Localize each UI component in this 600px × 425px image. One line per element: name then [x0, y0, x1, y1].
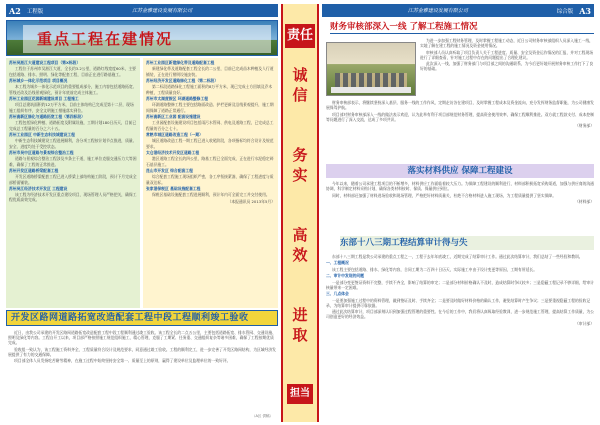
project-list-column-1: 苏州吴淞江大道建设工程项目（第X标段） 工程位于苏州市吴淞江大道，全长约3.2公里，道路红线宽度60米，主要包括道路、排水、照明、绿化等配套工程，目前正在进行路基施工。 苏州城乡一体化示范项目 项目概况 本工程为城乡一体化示范项目的重要组成部分，施工内容包括道路拓宽、管线迁改及沿线景观绿化，预计年底前完成主体施工。 苏州工业园区花园新城建设项目 工程施工 项目总建筑面积约12万平方米，目前主体结构已完成至第十二层，现场施工组织有序，安全文明施工措施落实到位。 苏州高新区绿化与道路拓宽工程（第四标段） 工程包括绿化种植、道路拓宽及附属设施，工期计划180日历天，目前已完成总工程量的百分之六十五。 苏州工业园区 中新生态科技城建设工程 中新生态科技城建设工程进展顺利，各分项工程按计划节点推进，质量、安全、进度均处于受控状态。 苏州市吴中区道路与景观综合整治工程 道路与景观综合整治工程涉及多条主干道，施工单位克服交通压力大等困难，确保了工程的正常推进。 苏州开发区道路桥梁配套工程 开发区道路桥梁配套工程已进入桥梁上部结构施工阶段，预计下月完成全部桥面铺装。 苏州吴江经济技术开发区 工程建设 该工程为经济技术开发区重点建设项目，现场管理人员严格把关，确保工程优质高效完成。 — [6, 58, 140, 308]
company-name-left: 江苏金雅建设发展有限公司 — [132, 8, 193, 14]
slogan-char: 信 — [292, 86, 308, 104]
slogan-char: 务 — [292, 146, 308, 164]
article3-subhead: 一、工程概况 — [326, 260, 349, 266]
slogan-char: 进 — [292, 306, 308, 324]
header-right — [322, 4, 594, 17]
project-heading: 苏州吴淞江大道建设工程项目（第X标段） — [9, 60, 81, 65]
article1-text-bottom: 财务审核部表示，将继续坚持深入基层、服务一线的工作作风，定期走访各在建项目，及时掌握工程成本及资金流向，充分发挥财务监督职能，为公司健康发展保驾护航。 项目部对财务审核部深入一线的做法表示欢迎，认为此举有利于项目部规范财务管理，提高资金使用效率，确保工程顺利推进。双方就工程款支付、成本控制等问题进行了深入交流，达成了多项共识。 （财务部） — [326, 100, 594, 129]
project-heading: 苏州市太湖度假区 环湖道路整修工程 — [146, 95, 209, 101]
article3-title: 东部十八三期工程结算审计得与失 — [340, 236, 594, 250]
project-heading: 太仓港经济技术开发区道路工程 — [146, 149, 200, 155]
article1-text-right: 为进一步加强工程财务管理，及时掌握工程施工动态，近日公司财务审核部组织人员深入施工一线，实地了解在建工程的施工情况及资金使用情况。 审核部人员认真听取了项目负责人关于工程进度、质量、安全及资金运作情况的汇报，并对工程现场进行了详细查看，针对施工过程中存在的问题提出了合理化建议。 此次深入一线，加强了财务部门与项目部之间的沟通联系，为今后更好地开展财务审核工作打下了良好的基础。 — [420, 38, 594, 72]
article3-subhead: 三、几点体会 — [326, 291, 349, 297]
project-heading: 苏州经济开发区道路绿化工程（第二标段） — [146, 77, 219, 83]
article2-author: （材料部） — [575, 198, 594, 204]
article1-author: （财务部） — [575, 123, 594, 129]
project-heading: 苏州开发区道路桥梁配套工程 — [9, 167, 59, 173]
company-name-right: 江苏金雅建设发展有限公司 — [407, 8, 468, 14]
slogan-char: 实 — [292, 166, 308, 184]
edition-label-left: 工程版 — [26, 8, 44, 15]
project-heading: 苏州市吴中区道路与景观综合整治工程 — [9, 149, 74, 155]
slogan-char: 诚 — [292, 66, 308, 84]
project-heading: 苏州城乡一体化示范项目 项目概况 — [9, 77, 68, 83]
bottom-article: 近日，由我公司承建的开发区路网道路拓宽改造配套工程中段工程顺利通过竣工验收。该工程全长约二点五公里，主要包括道路拓宽、排水管网、交通设施、照明及绿化等内容。工程自开工以来，项目部严格按照施工规范组织施工，精心管理，克服了工期紧、任务重、交通组织复杂等诸多困难，确保了工程按期优质完成。 验收组一致认为，该工程施工资料齐全，工程质量符合设计及规范要求，同意通过竣工验收。工程的顺利完工，进一步完善了开发区路网结构，为区域经济发展提供了有力的交通保障。 项目部全体人员发扬吃苦耐劳精神，在施工过程中始终坚持安全第一、质量至上的原则，赢得了建设单位及监理单位的一致好评。 — [8, 330, 276, 364]
article2-text: 今年以来，随着公司承建工程项目的不断增多，材料供应工作面临着较大压力。为保障工程建设的顺利进行，材料部积极拓宽采购渠道，加强与供应商的沟通协调，科学制定材料采购计划，确保各类材料按时、保质、保量供应到位。 同时，材料部还加强了材料进场验收和现场管理，严格把好材料质量关，杜绝不合格材料进入施工现场，为工程质量提供了坚实保障。 （材料部） — [326, 181, 594, 204]
slogan-char: 高 — [292, 226, 308, 244]
headline-photo — [6, 20, 278, 56]
article3-author: （审计部） — [575, 320, 594, 326]
footer-note: （本报通讯员 2013年5月） — [227, 198, 275, 204]
article3-text: 东部十八三期工程是我公司承建的重点工程之一，工程于去年年底竣工，近期完成了结算审计工作。通过此次结算审计，我们总结了一些经验和教训。 一、工程概况 该工程主要包括道路、排水、绿化等内容，合同工期为二百四十日历天，实际施工中由于设计变更等原因，工期有所延长。 二、审计中发现的问题 一是部分变更签证资料不完整，手续不齐全，影响了结算的审定；二是部分材料价格确认不及时，造成结算时争议较多；三是隐蔽工程记录不够详细，给审计核量带来一定困难。 三、几点体会 一是要加强施工过程中的资料管理，做到签证及时、手续齐全；二是要及时做好材料价格的确认工作，避免结算时产生争议；三是要重视隐蔽工程的验收记录，为结算审计提供可靠依据。 通过此次结算审计，项目部深刻认识到加强过程管理的重要性。在今后的工作中，我们将认真吸取经验教训，进一步规范施工管理，提高结算工作质量，为公司创造更好的经济效益。 （审计部） — [326, 254, 594, 326]
article1-photo — [326, 42, 416, 96]
article3-subhead: 二、审计中发现的问题 — [326, 273, 364, 279]
center-slogan-column — [281, 4, 319, 422]
project-heading: 苏州工业园区 中新生态科技城建设工程 — [9, 131, 75, 137]
project-list-column-2: 苏州工业园区新建绿化带及道路配套工程 新建绿化带及道路配套工程全长约二公里，目前已完成苗木种植及人行道铺装，正在进行照明设施安装。 苏州经济开发区道路绿化工程（第二标段） 第二标段道路绿化工程施工面积约8万平方米，现已完成土方回填及乔木种植，工程质量良好。 苏州市太湖度假区 环湖道路整修工程 环湖道路整修工程主要包括路面改造、护栏更新及沿线景观提升，施工期间保障了道路正常通行。 苏州高新区工业园 配套设施建设 工业园配套设施建设项目包括雨污水管网、供电及道路工程，已完成总工程量的百分之七十。 常熟市城区道路改造工程（一期） 城区道路改造工程一期工程已进入收尾阶段，各项指标均符合设计及规范要求。 太仓港经济技术开发区道路工程 港区道路工程全长约四公里，路基工程已全面完成，正在进行水泥稳定碎石基层施工。 昆山市开发区 综合配套工程 综合配套工程施工现场组织严密，各工序衔接紧凑，确保了工程进度与质量双达标。 张家港保税区 基础设施配套工程 保税区基础设施配套工程进展顺利，预计年内可全面完工并交付使用。 （本报通讯员 2013年5月） — [143, 58, 278, 308]
article1-title: 财务审核部深入一线 了解工程施工情况 — [330, 20, 594, 34]
article2-title: 落实材料供应 保障工程建设 — [326, 164, 594, 178]
project-heading: 苏州高新区绿化与道路拓宽工程（第四标段） — [9, 113, 85, 119]
page-badge-left: A2 — [9, 5, 21, 16]
header-left — [6, 4, 278, 17]
edition-label-right: 综合版 — [556, 8, 574, 15]
photo-people — [335, 73, 407, 87]
project-heading: 苏州工业园区花园新城建设项目 工程施工 — [9, 95, 79, 101]
project-heading: 苏州工业园区新建绿化带及道路配套工程 — [146, 60, 215, 65]
project-heading: 常熟市城区道路改造工程（一期） — [146, 131, 203, 137]
headline-title: 重点工程在建情况 — [23, 25, 271, 53]
bottom-tag: （A区 供稿） — [252, 414, 274, 418]
slogan-bottom-banner: 担当 — [287, 384, 313, 404]
slogan-char: 效 — [292, 246, 308, 264]
project-heading: 张家港保税区 基础设施配套工程 — [146, 185, 201, 191]
project-heading: 苏州高新区工业园 配套设施建设 — [146, 113, 201, 119]
photo-table — [331, 87, 411, 93]
slogan-char: 取 — [292, 326, 308, 344]
section-banner: 开发区路网道路拓宽改造配套工程中段工程顺利竣工验收 — [6, 310, 278, 326]
project-heading: 苏州吴江经济技术开发区 工程建设 — [9, 185, 68, 191]
slogan-top-banner: 责任 — [285, 24, 315, 48]
project-heading: 昆山市开发区 综合配套工程 — [146, 167, 193, 173]
page-badge-right: A3 — [579, 5, 591, 16]
